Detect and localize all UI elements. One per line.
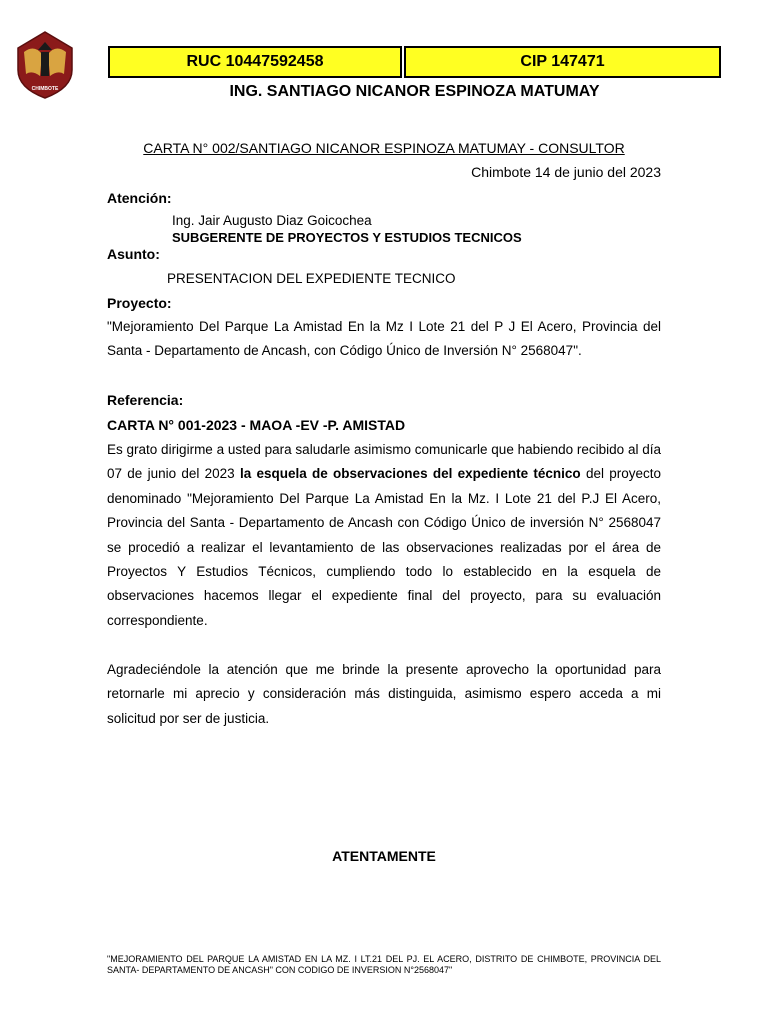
subject-value: PRESENTACION DEL EXPEDIENTE TECNICO <box>167 271 456 286</box>
letter-reference-title: CARTA N° 002/SANTIAGO NICANOR ESPINOZA MATUMAY - CONSULTOR <box>143 140 625 156</box>
ruc-box <box>108 46 402 78</box>
attention-name: Ing. Jair Augusto Diaz Goicochea <box>172 213 372 228</box>
body-paragraph-1-start: Es grato dirigirme a usted para saludarle asimismo comunicarle que habiendo recibido al día 07 de junio del 2023 <box>107 442 661 482</box>
body-paragraph-1 <box>107 438 661 633</box>
attention-role: SUBGERENTE DE PROYECTOS Y ESTUDIOS TECNICOS <box>172 230 522 245</box>
body-paragraph-1-bold: la esquela de observaciones del expediente técnico <box>239 466 581 482</box>
project-label: Proyecto: <box>107 295 172 311</box>
closing-text: ATENTAMENTE <box>332 848 436 864</box>
ruc-number: RUC 10447592458 <box>186 53 324 70</box>
project-text: "Mejoramiento Del Parque La Amistad En la Mz I Lote 21 del P J El Acero, Provincia del Santa - Departamento de Ancash, con Código Único de Inversión N° 2568047". <box>107 319 661 359</box>
attention-label: Atención: <box>107 190 172 206</box>
reference-value: CARTA N° 001-2023 - MAOA -EV -P. AMISTAD <box>107 417 406 433</box>
cip-box <box>404 46 721 78</box>
chimbote-shield-logo <box>14 30 76 100</box>
logo-text: CHIMBOTE <box>31 86 59 92</box>
body-paragraph-1-end: del proyecto denominado "Mejoramiento Del Parque La Amistad En la Mz. I Lote 21 del P.J El Acero, Provincia del Santa - Departamento de Ancash con Código Único de inversión N° 2568047 se procedió a realizar el levantamiento de las observaciones realizadas por el área de Proyectos Y Estudios Técnicos, cumpliendo todo lo establecido en la esquela de observaciones hacemos llegar el expediente final del proyecto, para su evaluación correspondiente. <box>107 466 661 628</box>
cip-number: CIP 147471 <box>520 53 605 70</box>
letter-date: Chimbote 14 de junio del 2023 <box>471 164 661 180</box>
subject-label: Asunto: <box>107 246 160 262</box>
author-name: ING. SANTIAGO NICANOR ESPINOZA MATUMAY <box>229 83 600 100</box>
body-paragraph-2: Agradeciéndole la atención que me brinde la presente aprovecho la oportunidad para retornarle mi aprecio y consideración más distinguida, asimismo espero acceda a mi solicitud por ser de justicia. <box>107 662 661 726</box>
reference-label: Referencia: <box>107 392 184 408</box>
footer-project-note: "MEJORAMIENTO DEL PARQUE LA AMISTAD EN LA MZ. I LT.21 DEL PJ. EL ACERO, DISTRITO DE CHIMBOTE, PROVINCIA DEL SANTA- DEPARTAMENTO DE ANCASH" CON CODIGO DE INVERSION N°2568047" <box>107 954 661 975</box>
